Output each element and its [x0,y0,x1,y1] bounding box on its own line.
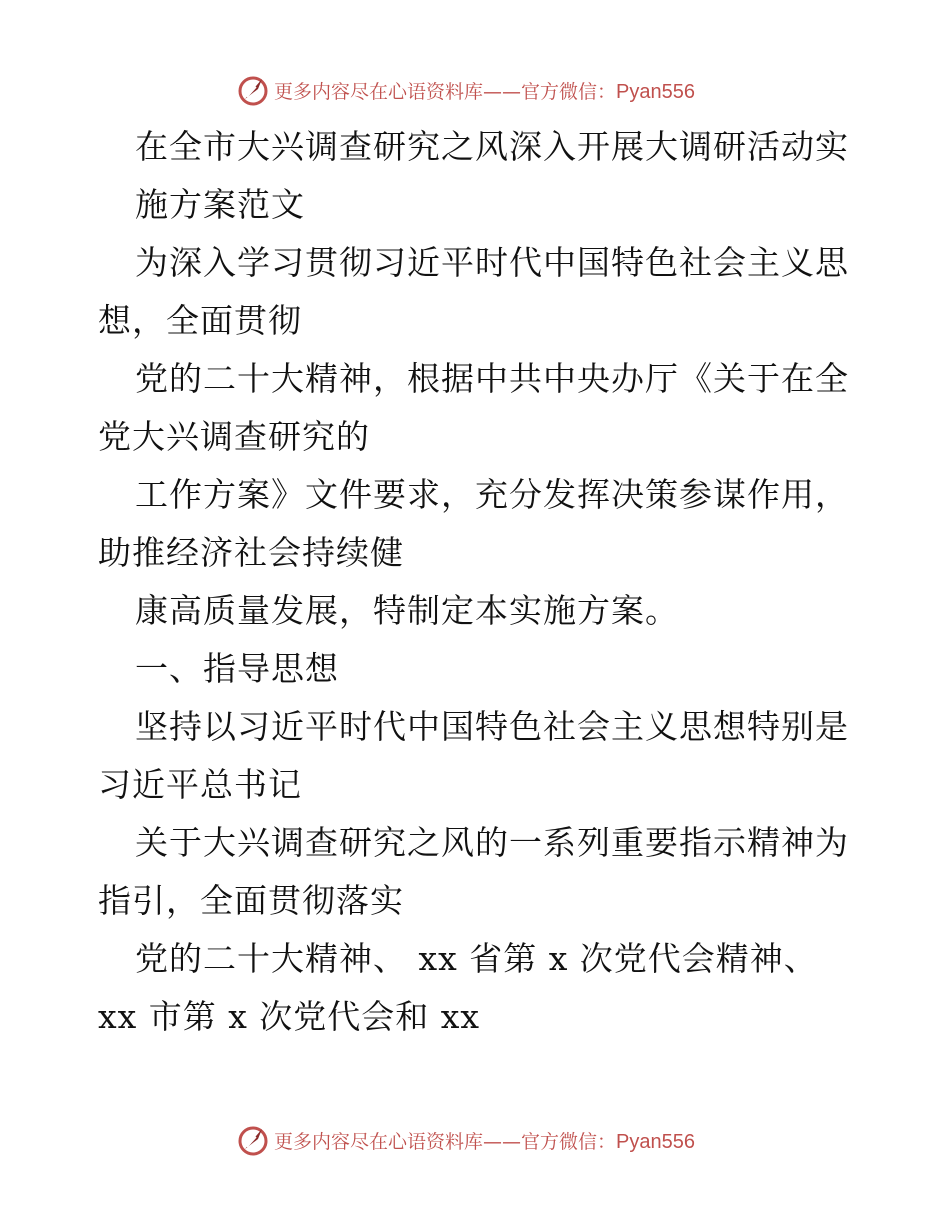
body-line: 一、指导思想 [135,649,339,688]
body-line: 指引，全面贯彻落实 [98,881,404,920]
watermark-text: 更多内容尽在心语资料库 [274,1130,484,1153]
watermark-separator: —— [483,80,522,103]
quill-logo-icon [236,73,270,107]
body-line: 康高质量发展，特制定本实施方案。 [135,591,679,630]
body-line: 想，全面贯彻 [98,301,302,340]
quill-logo-icon [236,1123,270,1157]
watermark-separator: —— [483,1130,522,1153]
watermark-wechat-id: Pyan556 [616,1130,695,1153]
body-line: 党的二十大精神、 xx 省第 x 次党代会精神、 [135,939,818,978]
body-line: 关于大兴调查研究之风的一系列重要指示精神为 [135,823,849,862]
body-line: 习近平总书记 [98,765,302,804]
watermark-text: 更多内容尽在心语资料库 [274,80,484,103]
document-body [98,118,858,1046]
body-line: xx 市第 x 次党代会和 xx [98,997,481,1036]
body-line: 党大兴调查研究的 [98,417,370,456]
body-line: 为深入学习贯彻习近平时代中国特色社会主义思 [135,243,849,282]
watermark-footer [236,1122,695,1158]
body-line: 在全市大兴调查研究之风深入开展大调研活动实 [135,127,849,166]
body-line: 助推经济社会持续健 [98,533,404,572]
watermark-wechat-id: Pyan556 [616,80,695,103]
body-line: 施方案范文 [135,185,305,224]
body-line: 工作方案》文件要求，充分发挥决策参谋作用， [135,475,849,514]
watermark-wechat-label: 官方微信： [521,80,617,103]
body-line: 坚持以习近平时代中国特色社会主义思想特别是 [135,707,849,746]
watermark-wechat-label: 官方微信： [521,1130,617,1153]
watermark-header [236,72,695,108]
body-line: 党的二十大精神，根据中共中央办厅《关于在全 [135,359,849,398]
